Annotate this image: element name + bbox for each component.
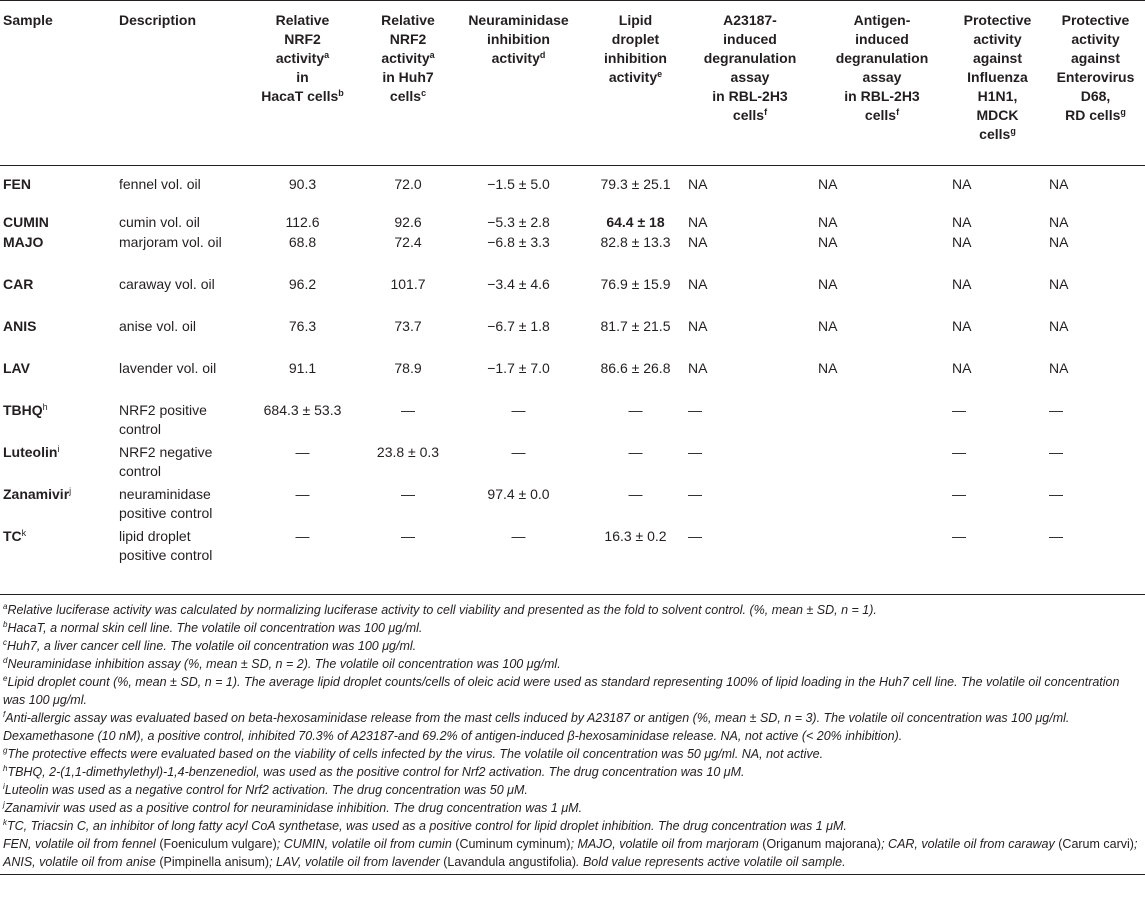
cell-a23187: NA (688, 213, 708, 230)
table-row (0, 317, 1145, 359)
footnote-i: $^i$Luteolin was used as a negative control for Nrf2 activation. The drug concentration was 50 μM. (3, 782, 528, 797)
cell-description: caraway vol. oil (119, 275, 215, 292)
cell-influenza: NA (952, 275, 972, 292)
table-row (0, 527, 1145, 569)
cell-lipid: 86.6 ± 26.8 (600, 359, 671, 376)
cell-hacat: 90.3 (288, 176, 317, 192)
cell-sample: LAV (3, 359, 30, 376)
footnote-b: $^b$HacaT, a normal skin cell line. The volatile oil concentration was 100 μg/ml. (3, 620, 423, 635)
cell-sample: CAR (3, 275, 34, 292)
cell-huh7: 78.9 (394, 359, 422, 376)
footnote-d: $^d$Neuraminidase inhibition assay (%, mean ± SD, n = 2). The volatile oil concentration was 100 μg/ml. (3, 656, 561, 671)
cell-influenza: — (952, 443, 966, 460)
cell-neuraminidase: 97.4 ± 0.0 (487, 485, 550, 502)
cell-neuraminidase: — (511, 527, 526, 544)
table-footnotes (0, 594, 1145, 875)
cell-hacat: 684.3 ± 53.3 (263, 401, 342, 418)
cell-lipid: — (628, 485, 643, 502)
cell-neuraminidase: −3.4 ± 4.6 (487, 275, 550, 292)
table-row (0, 485, 1145, 527)
cell-sample: ANIS (3, 317, 37, 334)
cell-huh7: — (401, 401, 415, 418)
cell-influenza: NA (952, 359, 972, 376)
footnote-f: $^f$Anti-allergic assay was evaluated based on beta-hexosaminidase release from the mast cells induced by A23187 or antigen (%, mean ± SD, n = 3). The volatile oil concentration was 100 μg/ml. Dexamethasone (10 nM), a positive control, inhibited 70.3% of A23187-and 69.2% of antigen-induced β-hexosaminidase release. NA, not active (< 20% inhibition). (3, 710, 1070, 743)
table-row (0, 213, 1145, 233)
cell-description: neuraminidase positive control (119, 485, 213, 521)
cell-enterovirus: NA (1049, 359, 1069, 376)
cell-influenza: — (952, 527, 966, 544)
cell-huh7: 92.6 (394, 213, 422, 230)
footnote-abbreviations: FEN, volatile oil from fennel (Foeniculum vulgare); CUMIN, volatile oil from cumin (Cuminum cyminum); MAJO, volatile oil from marjoram (Origanum majorana); CAR, volatile oil from caraway (Carum carvi); ANIS, volatile oil from anise (Pimpinella anisum); LAV, volatile oil from lavender (Lavandula angustifolia). Bold value represents active volatile oil sample. (0, 835, 1145, 875)
cell-description: marjoram vol. oil (119, 233, 222, 250)
col-header-antigen: Antigen- induced degranulation assay in RBL-2H3 cells$^f$ (835, 12, 929, 123)
cell-hacat: 76.3 (288, 317, 317, 334)
cell-influenza: NA (952, 317, 972, 334)
cell-influenza: NA (952, 233, 972, 250)
cell-hacat: — (295, 443, 310, 460)
cell-description: lipid droplet positive control (119, 527, 213, 563)
cell-lipid: 82.8 ± 13.3 (600, 233, 671, 250)
cell-enterovirus: — (1049, 527, 1063, 544)
cell-influenza: — (952, 401, 966, 418)
cell-huh7: 101.7 (390, 275, 426, 292)
cell-sample: CUMIN (3, 213, 49, 230)
footnote-g: $^g$The protective effects were evaluated based on the viability of cells infected by the virus. The volatile oil concentration was 50 μg/ml. NA, not active. (3, 746, 824, 761)
cell-huh7: 72.4 (394, 233, 422, 250)
cell-neuraminidase: −1.7 ± 7.0 (487, 359, 550, 376)
cell-neuraminidase: −6.7 ± 1.8 (487, 317, 550, 334)
cell-neuraminidase: −6.8 ± 3.3 (487, 233, 550, 250)
col-header-lipid-droplet: Lipid droplet inhibition activity$^e$ (604, 12, 667, 85)
cell-lipid-active: 64.4 ± 18 (606, 213, 665, 230)
cell-sample: MAJO (3, 233, 44, 250)
cell-antigen: NA (818, 359, 838, 376)
col-header-nrf2-huh7: Relative NRF2 activity$^a$ in Huh7 cells$^c$ (381, 12, 435, 104)
table-row (0, 443, 1145, 485)
cell-huh7: — (401, 485, 415, 502)
cell-influenza: — (952, 485, 966, 502)
cell-enterovirus: NA (1049, 213, 1069, 230)
cell-enterovirus: NA (1049, 176, 1069, 192)
cell-a23187: — (688, 527, 702, 544)
footnote-e: $^e$Lipid droplet count (%, mean ± SD, n = 1). The average lipid droplet counts/cells of oleic acid were used as standard representing 100% of lipid loading in the Huh7 cell line. The volatile oil concentration was 100 μg/ml. (3, 674, 1120, 707)
cell-antigen (815, 443, 949, 485)
cell-enterovirus: — (1049, 485, 1063, 502)
cell-huh7: 72.0 (394, 176, 422, 192)
col-header-neuraminidase: Neuraminidase inhibition activity$^d$ (468, 12, 569, 66)
cell-lipid: 16.3 ± 0.2 (604, 527, 667, 544)
cell-description: NRF2 negative control (119, 443, 213, 479)
cell-antigen: NA (818, 275, 838, 292)
cell-antigen: NA (818, 233, 838, 250)
table-row (0, 359, 1145, 401)
cell-a23187: NA (688, 275, 708, 292)
cell-lipid: 76.9 ± 15.9 (600, 275, 671, 292)
cell-description: anise vol. oil (119, 317, 197, 334)
cell-hacat: 91.1 (288, 359, 317, 376)
cell-lipid: 79.3 ± 25.1 (600, 176, 671, 192)
cell-sample: Zanamivir$^j$ (3, 485, 72, 502)
table-row (0, 166, 1145, 213)
cell-neuraminidase: −5.3 ± 2.8 (487, 213, 550, 230)
cell-antigen: NA (818, 176, 838, 192)
cell-neuraminidase: — (511, 443, 526, 460)
cell-neuraminidase: — (511, 401, 526, 418)
cell-hacat: 96.2 (288, 275, 317, 292)
col-header-enterovirus: Protective activity against Enterovirus D68, RD cells$^g$ (1056, 12, 1135, 123)
cell-a23187: — (688, 401, 702, 418)
cell-influenza: NA (952, 213, 972, 230)
cell-huh7: — (401, 527, 415, 544)
cell-hacat: 112.6 (285, 213, 320, 230)
cell-sample: $TC^k$ (3, 527, 27, 544)
table-row (0, 401, 1145, 443)
cell-hacat: — (295, 527, 310, 544)
cell-a23187: — (688, 485, 702, 502)
col-header-sample: Sample (3, 12, 53, 28)
cell-lipid: — (628, 443, 643, 460)
cell-description: NRF2 positive control (119, 401, 207, 437)
cell-huh7: 23.8 ± 0.3 (376, 443, 440, 460)
cell-antigen (815, 527, 949, 569)
footnote-j: $^j$Zanamivir was used as a positive control for neuraminidase inhibition. The drug concentration was 1 μM. (3, 800, 583, 815)
cell-sample: Luteolin$^i$ (3, 443, 60, 460)
table-header (0, 1, 1145, 166)
cell-sample: FEN (3, 176, 31, 192)
cell-a23187: NA (688, 233, 708, 250)
cell-hacat: 68.8 (288, 233, 317, 250)
header-row (0, 1, 1145, 166)
table-row (0, 275, 1145, 317)
cell-description: cumin vol. oil (119, 213, 200, 230)
footnote-h: $^h$TBHQ, 2-(1,1-dimethylethyl)-1,4-benzenediol, was used as the positive control for Nrf2 activation. The drug concentration was 10 μM. (3, 764, 745, 779)
cell-enterovirus: NA (1049, 233, 1069, 250)
cell-huh7: 73.7 (394, 317, 422, 334)
col-header-nrf2-hacat: Relative NRF2 activity$^a$ in HacaT cells$^b$ (261, 12, 344, 104)
cell-description: fennel vol. oil (119, 176, 201, 192)
col-header-description: Description (119, 12, 197, 28)
cell-antigen (815, 401, 949, 443)
cell-sample: TBHQ$^h$ (3, 401, 48, 418)
footnote-a: $^a$Relative luciferase activity was calculated by normalizing luciferase activity to cell viability and presented as the fold to solvent control. (%, mean ± SD, n = 1). (3, 602, 877, 617)
cell-hacat: — (295, 485, 310, 502)
cell-a23187: NA (688, 317, 708, 334)
cell-antigen: NA (818, 213, 838, 230)
cell-enterovirus: NA (1049, 317, 1069, 334)
footnote-c: $^c$Huh7, a liver cancer cell line. The volatile oil concentration was 100 μg/ml. (3, 638, 417, 653)
cell-antigen: NA (818, 317, 838, 334)
cell-enterovirus: — (1049, 443, 1063, 460)
table-body (0, 166, 1145, 569)
col-header-a23187: A23187- induced degranulation assay in RBL-2H3 cells$^f$ (703, 12, 797, 123)
cell-a23187: NA (688, 176, 708, 192)
cell-antigen (815, 485, 949, 527)
cell-lipid: — (628, 401, 643, 418)
cell-neuraminidase: −1.5 ± 5.0 (487, 176, 550, 192)
cell-a23187: NA (688, 359, 708, 376)
cell-influenza: NA (952, 176, 972, 192)
table-row (0, 233, 1145, 275)
cell-lipid: 81.7 ± 21.5 (600, 317, 671, 334)
cell-enterovirus: — (1049, 401, 1063, 418)
footnote-k: $^k$TC, Triacsin C, an inhibitor of long fatty acyl CoA synthetase, was used as a positive control for lipid droplet inhibition. The drug concentration was 1 μM. (3, 818, 847, 833)
col-header-influenza: Protective activity against Influenza H1N1, MDCK cells$^g$ (963, 12, 1032, 142)
cell-description: lavender vol. oil (119, 359, 217, 376)
cell-a23187: — (688, 443, 702, 460)
cell-enterovirus: NA (1049, 275, 1069, 292)
